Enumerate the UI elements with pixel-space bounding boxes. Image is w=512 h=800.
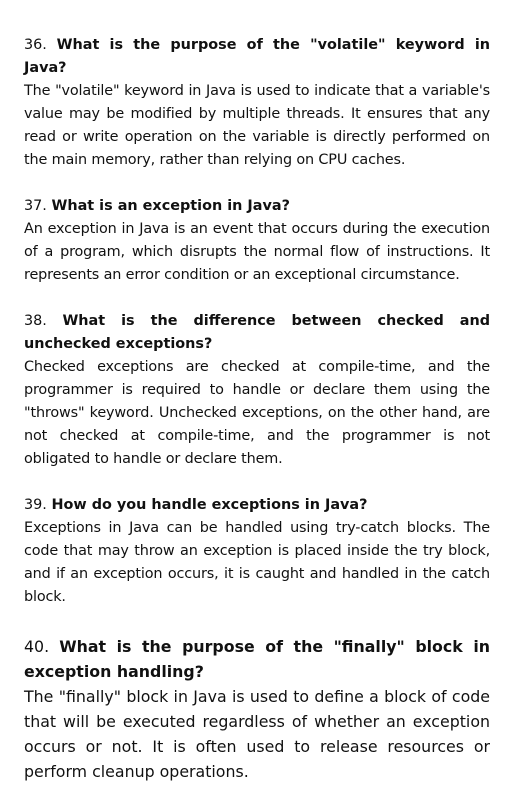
answer-text: Checked exceptions are checked at compile-time, and the programmer is required to handle or declare them using the "throws" keyword. Unchecked exceptions, on the other hand, are not checked at compile-time, and the programmer is not obligated to handle or declare them. (24, 359, 490, 467)
qa-item-36 (24, 34, 490, 172)
qa-item-37 (24, 195, 490, 287)
question (24, 494, 490, 517)
qa-item-40 (24, 609, 490, 784)
answer-text: The "finally" block in Java is used to define a block of code that will be executed regardless of whether an exception occurs or not. It is often used to release resources or perform cleanup operations. (24, 687, 490, 781)
question-number: 40. (24, 637, 50, 656)
question (24, 310, 490, 356)
answer-text: The "volatile" keyword in Java is used to indicate that a variable's value may be modified by multiple threads. It ensures that any read or write operation on the variable is directly performed on the main memory, rather than relying on CPU caches. (24, 83, 490, 168)
question-title: What is the purpose of the "finally" block in exception handling? (24, 637, 490, 681)
question-number: 36. (24, 37, 47, 53)
question (24, 195, 490, 218)
answer-text: Exceptions in Java can be handled using try-catch blocks. The code that may throw an exception is placed inside the try block, and if an exception occurs, it is caught and handled in the catch block. (24, 520, 490, 605)
question-title: What is the difference between checked and unchecked exceptions? (24, 313, 490, 352)
question-number: 39. (24, 497, 47, 513)
answer-text: An exception in Java is an event that occurs during the execution of a program, which disrupts the normal flow of instructions. It represents an error condition or an exceptional circumstance. (24, 221, 490, 283)
question-title: What is an exception in Java? (51, 198, 290, 214)
question-number: 37. (24, 198, 47, 214)
spacer (24, 471, 490, 494)
question-number: 38. (24, 313, 47, 329)
question (24, 634, 490, 684)
question-title: How do you handle exceptions in Java? (51, 497, 368, 513)
qa-item-38 (24, 310, 490, 471)
question (24, 34, 490, 80)
spacer (24, 287, 490, 310)
qa-item-39 (24, 494, 490, 609)
question-title: What is the purpose of the "volatile" keyword in Java? (24, 37, 490, 76)
spacer (24, 172, 490, 195)
spacer (24, 609, 490, 634)
